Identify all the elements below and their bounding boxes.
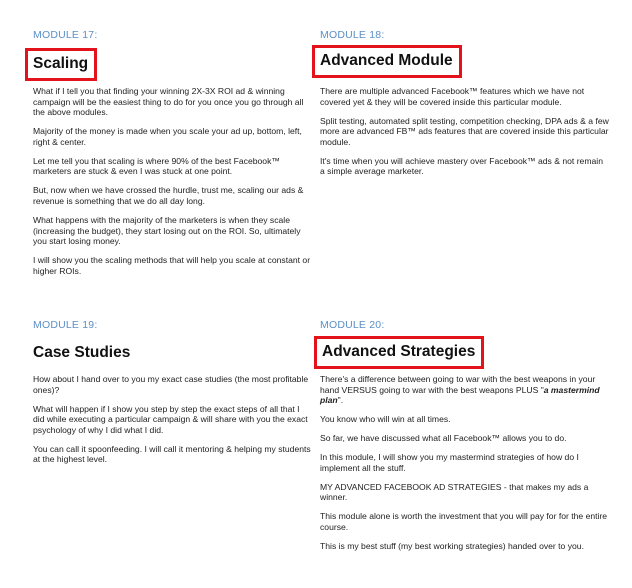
paragraph: How about I hand over to you my exact case studies (the most profitable ones)? — [33, 374, 309, 395]
paragraph-text: ". — [337, 395, 344, 406]
paragraph: What will happen if I show you step by step the exact steps of all that I did while executing a particular campaign & will share with you the exact psychology of why I did what I did. — [33, 403, 308, 435]
paragraph: What happens with the majority of the marketers is when they scale (increasing the budget), they start losing out on the ROI. So, ultimately you start losing money. — [33, 214, 301, 247]
paragraph: This is my best stuff (my best working strategies) handed over to you. — [320, 540, 584, 551]
module-title-highlighted: Advanced Module — [312, 45, 462, 78]
module-19-section — [33, 318, 333, 465]
module-17-section — [33, 28, 333, 276]
module-number-label: MODULE 19: — [33, 319, 98, 331]
emphasized-text: a mastermind plan — [320, 384, 600, 406]
paragraph: I will show you the scaling methods that will help you scale at constant or higher ROIs. — [33, 255, 311, 276]
module-description — [33, 86, 313, 285]
paragraph: It's time when you will achieve mastery over Facebook™ ads & not remain a simple average marketer. — [320, 155, 603, 177]
paragraph: Majority of the money is made when you scale your ad up, bottom, left, right & center. — [33, 126, 302, 147]
paragraph: You know who will win at all times. — [320, 414, 451, 425]
paragraph: Let me tell you that scaling is where 90% of the best Facebook™ marketers are stuck & even I was stuck at one point. — [33, 155, 280, 177]
module-description — [320, 374, 610, 560]
paragraph: What if I tell you that finding your winning 2X-3X ROI ad & winning campaign will be the easiest thing to do for you once you go through all the above modules. — [33, 86, 304, 118]
paragraph: In this module, I will show you my mastermind strategies of how do I implement all the stuff. — [320, 452, 579, 473]
paragraph: Split testing, automated split testing, competition checking, DPA ads & a few more are advanced FB™ ads features that are covered inside this particular module. — [320, 115, 609, 147]
paragraph: MY ADVANCED FACEBOOK AD STRATEGIES - that makes my ads a winner. — [320, 481, 589, 503]
module-number-label: MODULE 18: — [320, 29, 385, 41]
paragraph: But, now when we have crossed the hurdle, trust me, scaling our ads & revenue is something that we do all day long. — [33, 185, 304, 206]
module-title-highlighted: Scaling — [25, 48, 97, 81]
paragraph: You can call it spoonfeeding. I will call it mentoring & helping my students at the highest level. — [33, 443, 311, 465]
module-description — [320, 86, 610, 185]
module-20-section — [320, 318, 620, 551]
paragraph: This module alone is worth the investment that you will pay for for the entire course. — [320, 511, 608, 532]
module-description — [33, 374, 313, 473]
paragraph-text: There's a difference between going to war with the best weapons in your hand VERSUS going to war with the best weapons PLUS " — [320, 374, 596, 395]
module-title: Case Studies — [33, 344, 131, 361]
paragraph — [320, 374, 610, 406]
paragraph: So far, we have discussed what all Facebook™ allows you to do. — [320, 433, 567, 444]
module-number-label: MODULE 17: — [33, 29, 98, 41]
module-title-highlighted: Advanced Strategies — [314, 336, 484, 369]
module-18-section — [320, 28, 620, 177]
paragraph: There are multiple advanced Facebook™ features which we have not covered yet & they will be covered inside this particular module. — [320, 86, 585, 107]
module-number-label: MODULE 20: — [320, 319, 385, 331]
